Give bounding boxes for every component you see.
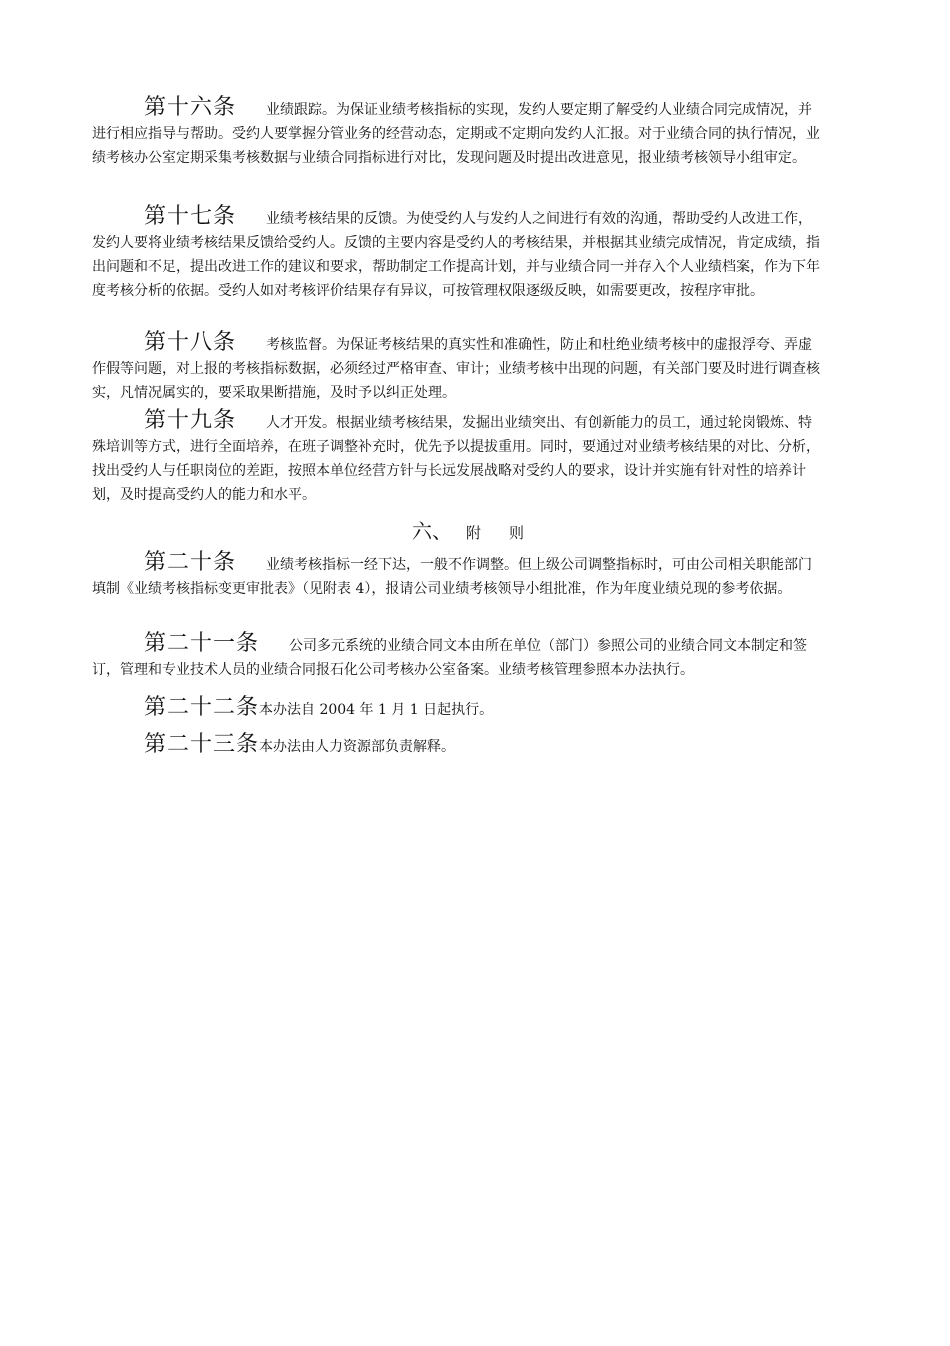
article-body: 公司多元系统的业绩合同文本由所在单位（部门）参照公司的业绩合同文本制定和签订，管理和专业技术人员的业绩合同报石化公司考核办公室备案。业绩考核管理参照本办法执行。	[92, 638, 808, 678]
article-title: 第二十条	[144, 550, 237, 575]
article-body: 业绩考核结果的反馈。为使受约人与发约人之间进行有效的沟通，帮助受约人改进工作，发约人要将业绩考核结果反馈给受约人。反馈的主要内容是受约人的考核结果，并根据其业绩完成情况，肯定成绩，指出问题和不足，提出改进工作的建议和要求，帮助制定工作提高计划，并与业绩合同一并存入个人业绩档案，作为下年度考核分析的依据。受约人如对考核评价结果存有异议，可按管理权限逐级反映，如需要更改，按程序审批。	[92, 211, 820, 299]
article-17	[92, 205, 822, 303]
article-body: 业绩跟踪。为保证业绩考核指标的实现，发约人要定期了解受约人业绩合同完成情况，并进行相应指导与帮助。受约人要掌握分管业务的经营动态，定期或不定期向发约人汇报。对于业绩合同的执行情况，业绩考核办公室定期采集考核数据与业绩合同指标进行对比，发现问题及时提出改进意见，报业绩考核领导小组审定。	[92, 102, 820, 166]
article-title: 第十七条	[144, 204, 237, 229]
section-word: 附	[465, 524, 481, 542]
article-title: 第十八条	[144, 330, 237, 355]
article-title: 第十六条	[144, 95, 237, 120]
article-title: 第二十三条	[144, 732, 260, 757]
article-20	[92, 551, 822, 601]
article-21	[92, 632, 822, 682]
article-title: 第二十一条	[144, 631, 260, 656]
article-19	[92, 409, 822, 507]
article-body: 业绩考核指标一经下达，一般不作调整。但上级公司调整指标时，可由公司相关职能部门填制《业绩考核指标变更审批表》（见附表 4），报请公司业绩考核领导小组批准，作为年度业绩兑现的参考依据。	[92, 557, 813, 597]
article-18	[92, 331, 822, 405]
section-word: 则	[509, 524, 525, 542]
article-23	[144, 727, 455, 758]
article-16	[92, 96, 822, 170]
article-body: 本办法自 2004 年 1 月 1 日起执行。	[259, 702, 494, 718]
article-title: 第十九条	[144, 408, 237, 433]
section-number: 六、	[411, 519, 452, 543]
section-heading	[0, 515, 950, 544]
article-22	[144, 690, 493, 721]
article-body: 考核监督。为保证考核结果的真实性和准确性，防止和杜绝业绩考核中的虚报浮夸、弄虚作假等问题，对上报的考核指标数据，必须经过严格审查、审计；业绩考核中出现的问题，有关部门要及时进行调查核实，凡情况属实的，要采取果断措施，及时予以纠正处理。	[92, 337, 820, 401]
article-body: 本办法由人力资源部负责解释。	[259, 739, 456, 755]
article-body: 人才开发。根据业绩考核结果，发掘出业绩突出、有创新能力的员工，通过轮岗锻炼、特殊培训等方式，进行全面培养，在班子调整补充时，优先予以提拔重用。同时，要通过对业绩考核结果的对比、分析，找出受约人与任职岗位的差距，按照本单位经营方针与长远发展战略对受约人的要求，设计并实施有针对性的培养计划，及时提高受约人的能力和水平。	[92, 415, 820, 503]
article-title: 第二十二条	[144, 695, 260, 720]
